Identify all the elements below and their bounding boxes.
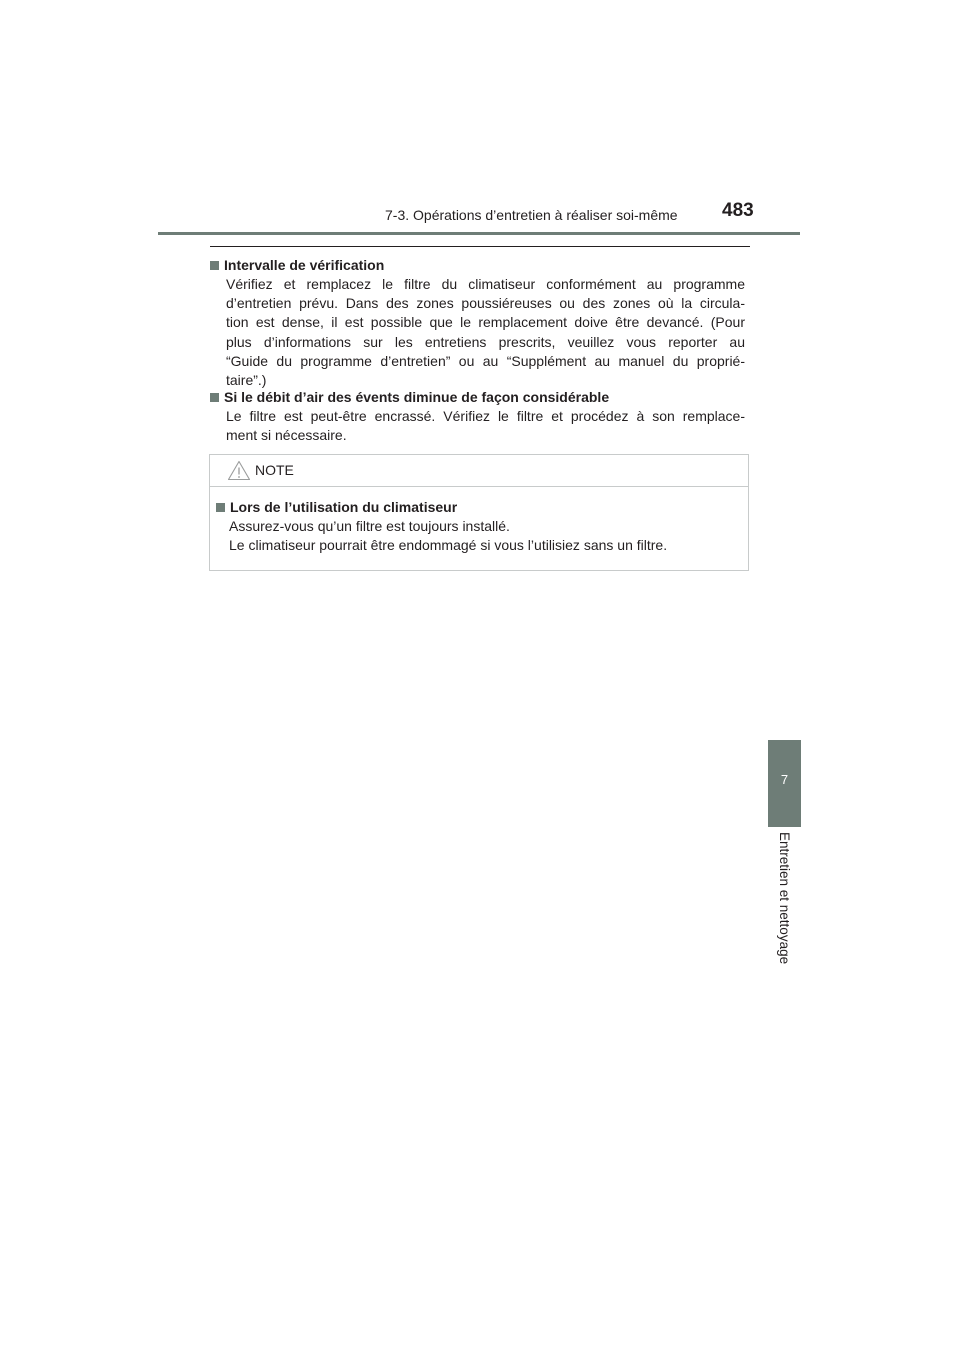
chapter-number: 7 xyxy=(780,772,789,787)
section-body xyxy=(226,407,745,445)
square-bullet-icon xyxy=(210,261,219,270)
section-inspection-interval xyxy=(210,255,745,390)
text-line: ment si nécessaire. xyxy=(226,427,347,444)
note-label: NOTE xyxy=(255,462,294,478)
square-bullet-icon xyxy=(210,393,219,402)
text-line: Le filtre est peut-être encrassé. Vérifiez le filtre et procédez à son remplace- xyxy=(226,408,745,424)
text-line: tion est dense, il est possible que le remplacement doive être devancé. (Pour xyxy=(226,314,745,331)
text-line: Assurez-vous qu’un filtre est toujours installé. xyxy=(229,518,510,534)
text-line: Le climatiseur pourrait être endommagé si vous l’utilisiez sans un filtre. xyxy=(229,537,668,554)
note-body xyxy=(216,497,736,555)
text-line: “Guide du programme d’entretien” ou au “Supplément au manuel du proprié- xyxy=(226,352,745,369)
text-line: Vérifiez et remplacez le filtre du climatiseur conformément au programme xyxy=(226,276,745,292)
note-header xyxy=(210,455,748,487)
warning-triangle-icon xyxy=(227,460,251,481)
content-top-rule xyxy=(210,246,750,247)
text-line: d’entretien prévu. Dans des zones poussiéreuses ou des zones où la circula- xyxy=(226,295,745,312)
section-heading: Si le débit d’air des évents diminue de façon considérable xyxy=(224,389,610,405)
section-title: 7-3. Opérations d’entretien à réaliser soi-même xyxy=(385,207,678,223)
text-line: taire”.) xyxy=(226,372,267,389)
page-number: 483 xyxy=(722,200,754,221)
note-box xyxy=(209,454,749,571)
note-text xyxy=(229,517,736,555)
chapter-title: Entretien et nettoyage xyxy=(777,832,792,965)
text-line: plus d’informations sur les entretiens prescrits, veuillez vous reporter au xyxy=(226,333,745,350)
chapter-tab xyxy=(768,740,801,827)
note-heading: Lors de l’utilisation du climatiseur xyxy=(230,499,458,515)
section-airflow-reduced xyxy=(210,387,745,445)
section-heading: Intervalle de vérification xyxy=(224,257,385,273)
header-rule xyxy=(158,232,800,235)
square-bullet-icon xyxy=(216,503,225,512)
section-body xyxy=(226,275,745,390)
